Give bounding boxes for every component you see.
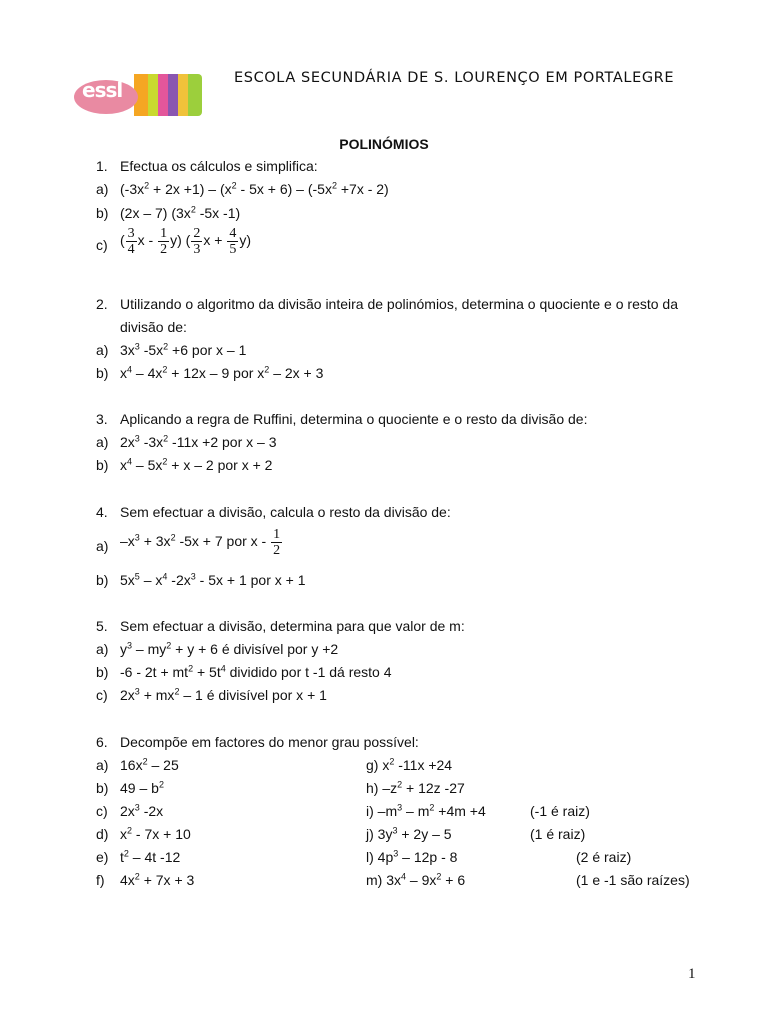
q4b-label: b) <box>96 572 109 588</box>
q3a-label: a) <box>96 434 109 450</box>
q6c-expression: $2x^3$ -2x <box>120 802 164 819</box>
q1a-label: a) <box>96 181 109 197</box>
q6i-note: (-1 é raiz) <box>530 803 590 819</box>
q6e-label: e) <box>96 849 109 865</box>
school-logo <box>74 74 202 116</box>
q6-text: Decompõe em factores do menor grau possível: <box>120 734 419 750</box>
logo-text: essl <box>82 78 123 102</box>
q6m-note: (1 e -1 são raízes) <box>576 872 690 888</box>
q4-number: 4. <box>96 504 108 520</box>
q6a-label: a) <box>96 757 109 773</box>
q1b-expression: (2x – 7) ($3x^2$ -5x -1) <box>120 204 241 221</box>
q6l-expression: l) $4p^3 - 12p - 8$ <box>366 848 458 865</box>
q2-number: 2. <box>96 296 108 312</box>
q5c-label: c) <box>96 687 108 703</box>
q6f-label: f) <box>96 872 105 888</box>
q6i-expression: i) $-m^3 - m^2 +4m +4$ <box>366 802 486 819</box>
q6d-label: d) <box>96 826 109 842</box>
q6b-expression: $49 - b^2$ <box>120 779 164 796</box>
q6f-expression: $4x^2 + 7x + 3$ <box>120 871 195 888</box>
q1a-expression: $(-3x^2 + 2x +1) - (x^2 - 5x + 6) - (-5x^2 +7x - 2)$ <box>120 180 389 197</box>
q3a-expression: $2x^3$ $-3x^2$ -11x +2 por x – 3 <box>120 433 277 450</box>
q4a-label: a) <box>96 538 109 554</box>
q2b-label: b) <box>96 365 109 381</box>
q2a-label: a) <box>96 342 109 358</box>
page-title: POLINÓMIOS <box>339 136 429 152</box>
q1c-expression: ( $\frac{3}{4}$ x - $\frac{1}{2}$ y) ( $\frac{2}{3}$ x + $\frac{4}{5}$ y) <box>120 226 251 257</box>
q2b-expression: $x^4 - 4x^2 + 12x - 9$ por $x^2 - 2x + 3$ <box>120 364 324 381</box>
q5a-label: a) <box>96 641 109 657</box>
q1-number: 1. <box>96 158 108 174</box>
q6-number: 6. <box>96 734 108 750</box>
q5b-label: b) <box>96 664 109 680</box>
q6d-expression: $x^2 - 7x + 10$ <box>120 825 191 842</box>
q6j-note: (1 é raiz) <box>530 826 586 842</box>
q6l-note: (2 é raiz) <box>576 849 632 865</box>
q1-text: Efectua os cálculos e simplifica: <box>120 158 318 174</box>
q3-text: Aplicando a regra de Ruffini, determina o quociente e o resto da divisão de: <box>120 411 588 427</box>
school-name: ESCOLA SECUNDÁRIA DE S. LOURENÇO EM PORTALEGRE <box>234 70 675 86</box>
q5c-expression: $2x^3 + mx^2 - 1$ é divisível por x + 1 <box>120 686 327 703</box>
q2-text-line1: Utilizando o algoritmo da divisão inteira de polinómios, determina o quociente e o resto da <box>120 296 678 312</box>
q4-text: Sem efectuar a divisão, calcula o resto da divisão de: <box>120 504 451 520</box>
q5-text: Sem efectuar a divisão, determina para que valor de m: <box>120 618 465 634</box>
q1b-label: b) <box>96 205 109 221</box>
q6e-expression: $t^2 - 4t$ -12 <box>120 848 181 865</box>
q3-number: 3. <box>96 411 108 427</box>
q4a-expression: $-x^3 + 3x^2$ -5x + 7 por x - $\frac{1}{2}$ <box>120 527 281 558</box>
q4b-expression: $5x^5 - x^4$ $-2x^3 - 5x + 1$ por x + 1 <box>120 571 306 588</box>
q5b-expression: $-6 - 2t + mt^2 + 5t^4$ dividido por t -1 dá resto 4 <box>120 663 392 680</box>
page-number: 1 <box>688 966 696 982</box>
q6g-expression: g) $x^2$ -11x +24 <box>366 756 453 773</box>
q1c-label: c) <box>96 237 108 253</box>
q5a-expression: $y^3 - my^2 + y + 6$ é divisível por y +2 <box>120 640 339 657</box>
q6b-label: b) <box>96 780 109 796</box>
q6c-label: c) <box>96 803 108 819</box>
q2-text-line2: divisão de: <box>120 319 187 335</box>
q3b-label: b) <box>96 457 109 473</box>
q6j-expression: j) $3y^3 + 2y - 5$ <box>366 825 452 842</box>
q5-number: 5. <box>96 618 108 634</box>
q6m-expression: m) $3x^4 - 9x^2 + 6$ <box>366 871 466 888</box>
q2a-expression: $3x^3$ $-5x^2 +6$ por x – 1 <box>120 341 247 358</box>
q3b-expression: $x^4 - 5x^2 + x - 2$ por x + 2 <box>120 456 273 473</box>
q6h-expression: h) $-z^2 + 12z$ -27 <box>366 779 465 796</box>
q6a-expression: $16x^2 - 25$ <box>120 756 179 773</box>
